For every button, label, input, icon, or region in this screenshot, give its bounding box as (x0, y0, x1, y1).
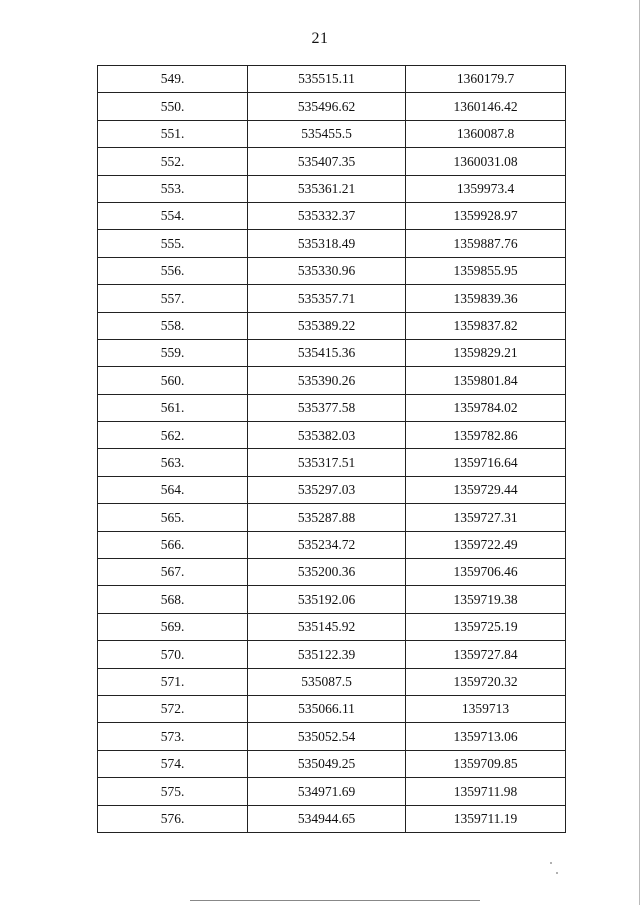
y-coordinate-cell: 1359855.95 (406, 257, 566, 284)
y-coordinate-cell: 1359720.32 (406, 668, 566, 695)
x-coordinate-cell: 535052.54 (248, 723, 406, 750)
x-coordinate-cell: 535390.26 (248, 367, 406, 394)
x-coordinate-cell: 535145.92 (248, 613, 406, 640)
table-row (98, 805, 566, 832)
y-coordinate-cell: 1359801.84 (406, 367, 566, 394)
point-number-cell: 557. (98, 285, 248, 312)
x-coordinate-cell: 535200.36 (248, 559, 406, 586)
y-coordinate-cell: 1359713.06 (406, 723, 566, 750)
table-row (98, 257, 566, 284)
y-coordinate-cell: 1359729.44 (406, 476, 566, 503)
x-coordinate-cell: 535496.62 (248, 93, 406, 120)
x-coordinate-cell: 535330.96 (248, 257, 406, 284)
y-coordinate-cell: 1359709.85 (406, 750, 566, 777)
point-number-cell: 550. (98, 93, 248, 120)
y-coordinate-cell: 1359839.36 (406, 285, 566, 312)
table-row (98, 394, 566, 421)
x-coordinate-cell: 535122.39 (248, 641, 406, 668)
x-coordinate-cell: 535049.25 (248, 750, 406, 777)
x-coordinate-cell: 535361.21 (248, 175, 406, 202)
x-coordinate-cell: 535234.72 (248, 531, 406, 558)
table-row (98, 586, 566, 613)
y-coordinate-cell: 1359784.02 (406, 394, 566, 421)
point-number-cell: 551. (98, 120, 248, 147)
x-coordinate-cell: 535415.36 (248, 339, 406, 366)
table-row (98, 148, 566, 175)
table-row (98, 66, 566, 93)
y-coordinate-cell: 1359837.82 (406, 312, 566, 339)
point-number-cell: 563. (98, 449, 248, 476)
y-coordinate-cell: 1359716.64 (406, 449, 566, 476)
y-coordinate-cell: 1359711.19 (406, 805, 566, 832)
table-row (98, 641, 566, 668)
scan-speck (556, 872, 558, 874)
point-number-cell: 572. (98, 695, 248, 722)
table-row (98, 422, 566, 449)
y-coordinate-cell: 1359727.84 (406, 641, 566, 668)
point-number-cell: 555. (98, 230, 248, 257)
x-coordinate-cell: 534971.69 (248, 778, 406, 805)
y-coordinate-cell: 1360146.42 (406, 93, 566, 120)
table-row (98, 668, 566, 695)
y-coordinate-cell: 1359887.76 (406, 230, 566, 257)
table-row (98, 778, 566, 805)
x-coordinate-cell: 535287.88 (248, 504, 406, 531)
point-number-cell: 567. (98, 559, 248, 586)
table-row (98, 504, 566, 531)
coordinates-table-body (98, 66, 566, 833)
point-number-cell: 569. (98, 613, 248, 640)
point-number-cell: 573. (98, 723, 248, 750)
table-row (98, 285, 566, 312)
table-row (98, 449, 566, 476)
y-coordinate-cell: 1359973.4 (406, 175, 566, 202)
point-number-cell: 568. (98, 586, 248, 613)
table-row (98, 230, 566, 257)
x-coordinate-cell: 535455.5 (248, 120, 406, 147)
coordinates-table (97, 65, 566, 833)
x-coordinate-cell: 535087.5 (248, 668, 406, 695)
point-number-cell: 571. (98, 668, 248, 695)
table-row (98, 559, 566, 586)
point-number-cell: 576. (98, 805, 248, 832)
x-coordinate-cell: 535515.11 (248, 66, 406, 93)
point-number-cell: 575. (98, 778, 248, 805)
x-coordinate-cell: 535318.49 (248, 230, 406, 257)
x-coordinate-cell: 534944.65 (248, 805, 406, 832)
point-number-cell: 565. (98, 504, 248, 531)
x-coordinate-cell: 535357.71 (248, 285, 406, 312)
point-number-cell: 556. (98, 257, 248, 284)
point-number-cell: 554. (98, 202, 248, 229)
x-coordinate-cell: 535389.22 (248, 312, 406, 339)
point-number-cell: 562. (98, 422, 248, 449)
table-row (98, 93, 566, 120)
y-coordinate-cell: 1359722.49 (406, 531, 566, 558)
page-number: 21 (311, 30, 329, 47)
table-row (98, 750, 566, 777)
table-row (98, 120, 566, 147)
x-coordinate-cell: 535317.51 (248, 449, 406, 476)
point-number-cell: 559. (98, 339, 248, 366)
y-coordinate-cell: 1359782.86 (406, 422, 566, 449)
page-bottom-edge (190, 900, 480, 901)
point-number-cell: 564. (98, 476, 248, 503)
y-coordinate-cell: 1359719.38 (406, 586, 566, 613)
point-number-cell: 566. (98, 531, 248, 558)
table-row (98, 695, 566, 722)
point-number-cell: 549. (98, 66, 248, 93)
y-coordinate-cell: 1360087.8 (406, 120, 566, 147)
y-coordinate-cell: 1359928.97 (406, 202, 566, 229)
x-coordinate-cell: 535297.03 (248, 476, 406, 503)
table-row (98, 476, 566, 503)
point-number-cell: 560. (98, 367, 248, 394)
table-row (98, 613, 566, 640)
x-coordinate-cell: 535407.35 (248, 148, 406, 175)
x-coordinate-cell: 535377.58 (248, 394, 406, 421)
table-row (98, 531, 566, 558)
point-number-cell: 561. (98, 394, 248, 421)
y-coordinate-cell: 1360031.08 (406, 148, 566, 175)
y-coordinate-cell: 1359713 (406, 695, 566, 722)
x-coordinate-cell: 535192.06 (248, 586, 406, 613)
y-coordinate-cell: 1359725.19 (406, 613, 566, 640)
y-coordinate-cell: 1359706.46 (406, 559, 566, 586)
y-coordinate-cell: 1360179.7 (406, 66, 566, 93)
table-row (98, 367, 566, 394)
x-coordinate-cell: 535382.03 (248, 422, 406, 449)
point-number-cell: 552. (98, 148, 248, 175)
y-coordinate-cell: 1359727.31 (406, 504, 566, 531)
table-row (98, 202, 566, 229)
table-row (98, 175, 566, 202)
point-number-cell: 570. (98, 641, 248, 668)
point-number-cell: 553. (98, 175, 248, 202)
table-row (98, 339, 566, 366)
y-coordinate-cell: 1359829.21 (406, 339, 566, 366)
x-coordinate-cell: 535332.37 (248, 202, 406, 229)
scan-speck (550, 862, 552, 864)
y-coordinate-cell: 1359711.98 (406, 778, 566, 805)
table-row (98, 312, 566, 339)
point-number-cell: 558. (98, 312, 248, 339)
x-coordinate-cell: 535066.11 (248, 695, 406, 722)
point-number-cell: 574. (98, 750, 248, 777)
table-row (98, 723, 566, 750)
